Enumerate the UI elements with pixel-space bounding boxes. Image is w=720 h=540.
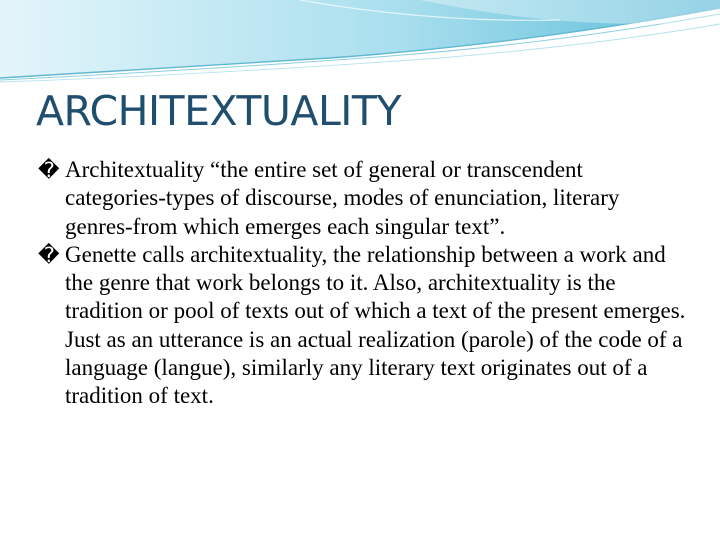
bullet-text: Genette calls architextuality, the relationship between a work and the genre that work belongs to it. Also, architextuality is the tradition or pool of texts out of which a text of the present emerges. Just as an utterance is an actual realization (parole) of the code of a language (langue), similarly any literary text originates out of a tradition of text.: [65, 241, 686, 409]
bullet-icon: �: [38, 158, 60, 182]
slide-title: ARCHITEXTUALITY: [36, 87, 401, 135]
bullet-item: [38, 241, 688, 411]
wave-decoration: [0, 0, 720, 90]
bullet-list: [38, 156, 688, 411]
bullet-icon: �: [38, 242, 60, 267]
bullet-text: Architextuality “the entire set of general or transcendent categories-types of discourse, modes of enunciation, literary genres-from which emerges each singular text”.: [65, 157, 620, 239]
bullet-item: [38, 156, 688, 241]
